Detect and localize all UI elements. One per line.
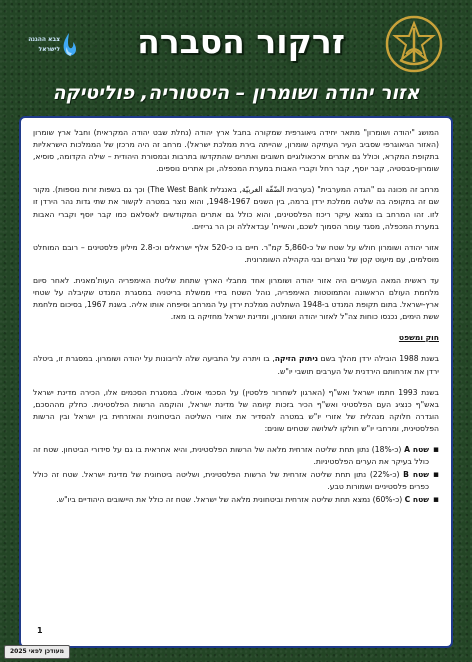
paragraph-disengagement-pre: בשנת 1988 הובילה ירדן מהלך בשם: [318, 354, 439, 364]
paragraph-intro: המושג "יהודה ושומרון" מתאר יחידה גיאוגרפית שמקורה בחבל ארץ יהודה (נחלת שבט יהודה המקראית) וחבל ארץ שומרון (האזור הגיאוגרפי שסביב העיר העתיקה שומרון, שהייתה בירת ממלכת ישראל). מרחב זה היה מרכזן של הממלכות הישראליות בתקופת המקרא, וכולל גם אתרים ארכאולוגיים חשובים ואתרים שהתקדשו בתרבות ובמסורת היהודית – שילה הקדומה, סוסיא, שומרון-סבסטיה, קבר יוסף, קבר רחל וקברי האבות במערת המכפלה, וכן אתרים נוספים.: [33, 128, 439, 174]
update-date-tag: מעודכן לפאי 2025: [4, 645, 70, 659]
list-item: [33, 444, 439, 468]
list-item: [33, 469, 439, 493]
paragraph-history: עד ראשית המאה העשרים היה אזור יהודה ושומרון אחד מחבלי הארץ שתחת שליטת האימפריה העות'מאנית. לאחר סיום מלחמת העולם הראשונה והתמוטטות האימפריה, נוהל השטח בידי ממשלת בריטניה במסגרת המנדט שקיבלה על שטחי ארץ-ישראל. בתום תקופת המנדט ב-1948 השתלטה ממלכת ירדן על המרחב וסיפחה אותו אליה. בשנת 1967, בסיכום מלחמת ששת הימים, נכנסו כוחות צה"ל לאזור יהודה ושומרון, ומדינת ישראל מחזיקה בו מאז.: [33, 275, 439, 322]
list-item: [33, 494, 439, 506]
area-text: (כ-60%) נמצא תחת שליטה אזרחית וביטחונית מלאה של ישראל. שטח זה כולל את היישובים היהודיים ביו"ש.: [56, 495, 405, 505]
content-card: [19, 116, 453, 648]
area-text: (כ-18%) נתון תחת שליטה אזרחית מלאה של הרשות הפלסטינית, והיא אחראית בו גם על סידורי הביטחון. שטח זה כולל בעיקר את הערים הפלסטיניות.: [33, 444, 429, 467]
area-label: שטח A: [404, 444, 429, 454]
paragraph-population: אזור יהודה ושומרון חולש על שטח של כ-5,860 קמ"ר. חיים בו כ-520 אלף ישראלים וכ-2.8 מיליון פלסטינים – רובם המוחלט מוסלמים, עם מיעוט קטן של נוצרים ובני הקהילה השומרונית.: [33, 242, 440, 264]
flame-logo-icon: [60, 16, 96, 76]
page-subtitle: אזור יהודה ושומרון – היסטוריה, פוליטיקה: [52, 82, 420, 104]
area-text: (כ-22%) נתון תחת שליטה אזרחית של הרשות הפלסטינית, ושליטה ביטחונית של מדינת ישראל. שטח זה כולל כפרים פלסטיניים ושמורות טבע.: [33, 470, 429, 492]
paragraph-disengagement-post: , בו ויתרה על התביעה שלה לריבונות על יהודה ושומרון. במסגרת זו, ביטלה ירדן את אזרחותם הירדנית של הערבים תושבי יו"ש.: [33, 354, 439, 376]
area-label: שטח C: [404, 495, 429, 505]
flame-logo: [24, 16, 96, 76]
areas-list: [33, 444, 439, 506]
paragraph-disengagement: [33, 353, 439, 377]
paragraph-west-bank: מרחב זה מכונה גם "הגדה המערבית" (בערבית الضّفّة الغربيّة, באנגלית The West Bank) וכך גם בשפות זרות נוספות). מקור שם זה בתקופה בה שלטה ממלכת ירדן ברמה, בין השנים 1948-1967, והוא נוצר במטרה לקשור את שתי גדות נהר הירדן זו לזו. זהו המרחב בו נמצא עיקר ריכוז הפלסטינים, והוא כולל גם אתרים המקודשים לאסלאם כמו קבר יוסף וקברי האבות במערת המכפלה, מסגד עומר הסמוך לשכם, והשייח' עבדאללה וכן הר גריזים.: [33, 185, 439, 231]
paragraph-disengagement-bold: ניתוק הזיקה: [274, 354, 319, 364]
logo-text-line1: צבא ההגנה: [28, 36, 60, 43]
page-title: זרקור הסברה: [137, 22, 345, 61]
section-heading-law: חוק ומשפט: [398, 333, 439, 343]
logo-text-line2: לישראל: [38, 46, 60, 53]
paragraph-oslo: בשנת 1993 חתמו ישראל ואש"ף (הארגון לשחרור פלסטין) על הסכמי אוסלו. במסגרת הסכמים אלו, הכירה מדינת ישראל באש"ף כנציג העם הפלסטיני ואש"ף הכיר בזכות קיומה של מדינת ישראל, והוקמה הרשות הפלסטינית. כחלק מההסכם, הוגדרה חלוקה מנהלית של אזורי יו"ש במטרה להסדיר את אזורי השליטה הביטחונית והאזרחית בין ישראל ובין הרשות הפלסטינית, ומרחבי יו"ש חולקו לשלושה שטחים שונים:: [33, 387, 439, 433]
area-label: שטח B: [403, 470, 429, 480]
page-number: 1: [37, 625, 43, 635]
idf-emblem-icon: [384, 14, 444, 74]
